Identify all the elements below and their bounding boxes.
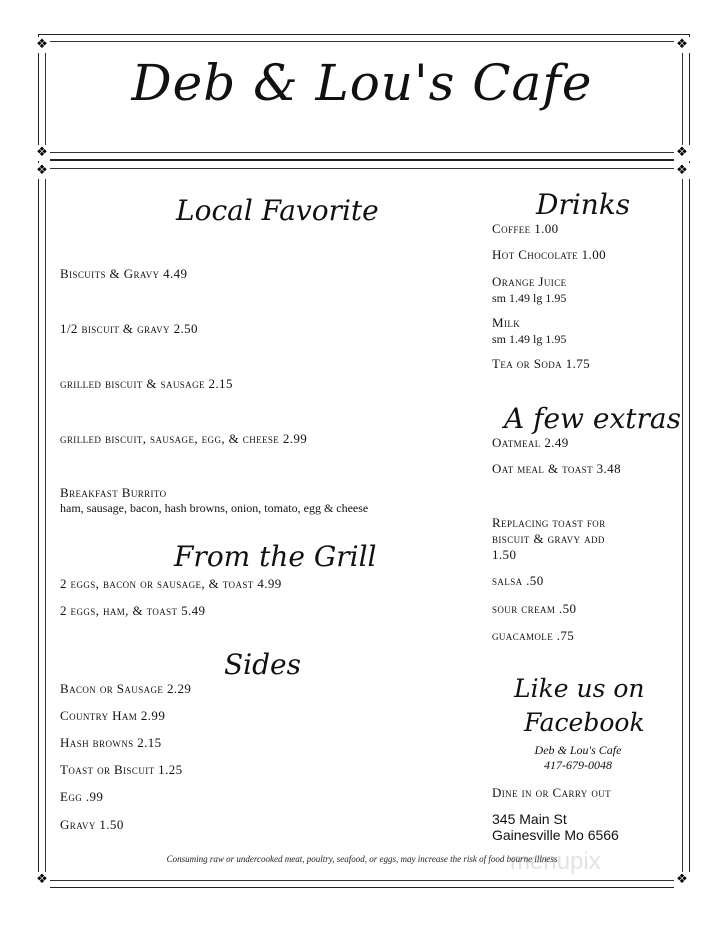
extras-heading: A few extras (504, 402, 681, 435)
extra-item: sour cream .50 (492, 601, 577, 616)
drinks-heading: Drinks (536, 188, 631, 221)
sides-heading: Sides (224, 648, 301, 681)
extra-item: 1.50 (492, 547, 517, 562)
grill-heading: From the Grill (174, 540, 377, 573)
extra-item: Oat meal & toast 3.48 (492, 461, 621, 476)
address-street: 345 Main St (492, 811, 567, 827)
facebook-phone: 417-679-0048 (544, 758, 612, 772)
drink-item-detail: sm 1.49 lg 1.95 (492, 332, 567, 346)
corner-ornament-icon: ❖ (674, 37, 690, 53)
menu-item: Hash browns 2.15 (60, 735, 162, 750)
drink-item: Coffee 1.00 (492, 221, 559, 236)
facebook-cafe-name: Deb & Lou's Cafe (534, 743, 622, 757)
menu-item: Toast or Biscuit 1.25 (60, 762, 183, 777)
corner-ornament-icon: ❖ (34, 163, 50, 179)
drink-item: Orange Juice (492, 274, 567, 289)
drink-item: Hot Chocolate 1.00 (492, 247, 607, 262)
cafe-title: Deb & Lou's Cafe (131, 54, 593, 112)
watermark: menupix (510, 848, 601, 875)
extra-item: biscuit & gravy add (492, 531, 605, 546)
food-safety-disclaimer: Consuming raw or undercooked meat, poultry, seafood, or eggs, may increase the risk of food bourne illness (166, 854, 558, 864)
corner-ornament-icon: ❖ (674, 163, 690, 179)
menu-item: Gravy 1.50 (60, 817, 124, 832)
local-favorite-heading: Local Favorite (176, 194, 379, 227)
menu-item: Country Ham 2.99 (60, 708, 166, 723)
menu-item: 2 eggs, ham, & toast 5.49 (60, 603, 206, 618)
corner-ornament-icon: ❖ (34, 872, 50, 888)
menu-item: 2 eggs, bacon or sausage, & toast 4.99 (60, 576, 282, 591)
extra-item: Replacing toast for (492, 515, 606, 530)
menu-item: grilled biscuit & sausage 2.15 (60, 376, 233, 391)
drink-item: Tea or Soda 1.75 (492, 356, 591, 371)
address-city: Gainesville Mo 6566 (492, 827, 619, 843)
facebook-line-1: Like us on (514, 674, 645, 703)
menu-item: grilled biscuit, sausage, egg, & cheese 2.99 (60, 431, 308, 446)
menu-item: 1/2 biscuit & gravy 2.50 (60, 321, 198, 336)
dine-option: Dine in or Carry out (492, 785, 612, 800)
menu-item-detail: ham, sausage, bacon, hash browns, onion, tomato, egg & cheese (60, 501, 369, 515)
corner-ornament-icon: ❖ (34, 145, 50, 161)
corner-ornament-icon: ❖ (674, 145, 690, 161)
menu-item: Egg .99 (60, 789, 104, 804)
corner-ornament-icon: ❖ (34, 37, 50, 53)
extra-item: guacamole .75 (492, 628, 575, 643)
extra-item: salsa .50 (492, 573, 544, 588)
drink-item: Milk (492, 315, 521, 330)
facebook-line-2: Facebook (524, 708, 645, 737)
menu-item: Bacon or Sausage 2.29 (60, 681, 192, 696)
extra-item: Oatmeal 2.49 (492, 435, 569, 450)
corner-ornament-icon: ❖ (674, 872, 690, 888)
menu-item: Breakfast Burrito (60, 485, 167, 500)
menu-item: Biscuits & Gravy 4.49 (60, 266, 188, 281)
drink-item-detail: sm 1.49 lg 1.95 (492, 291, 567, 305)
